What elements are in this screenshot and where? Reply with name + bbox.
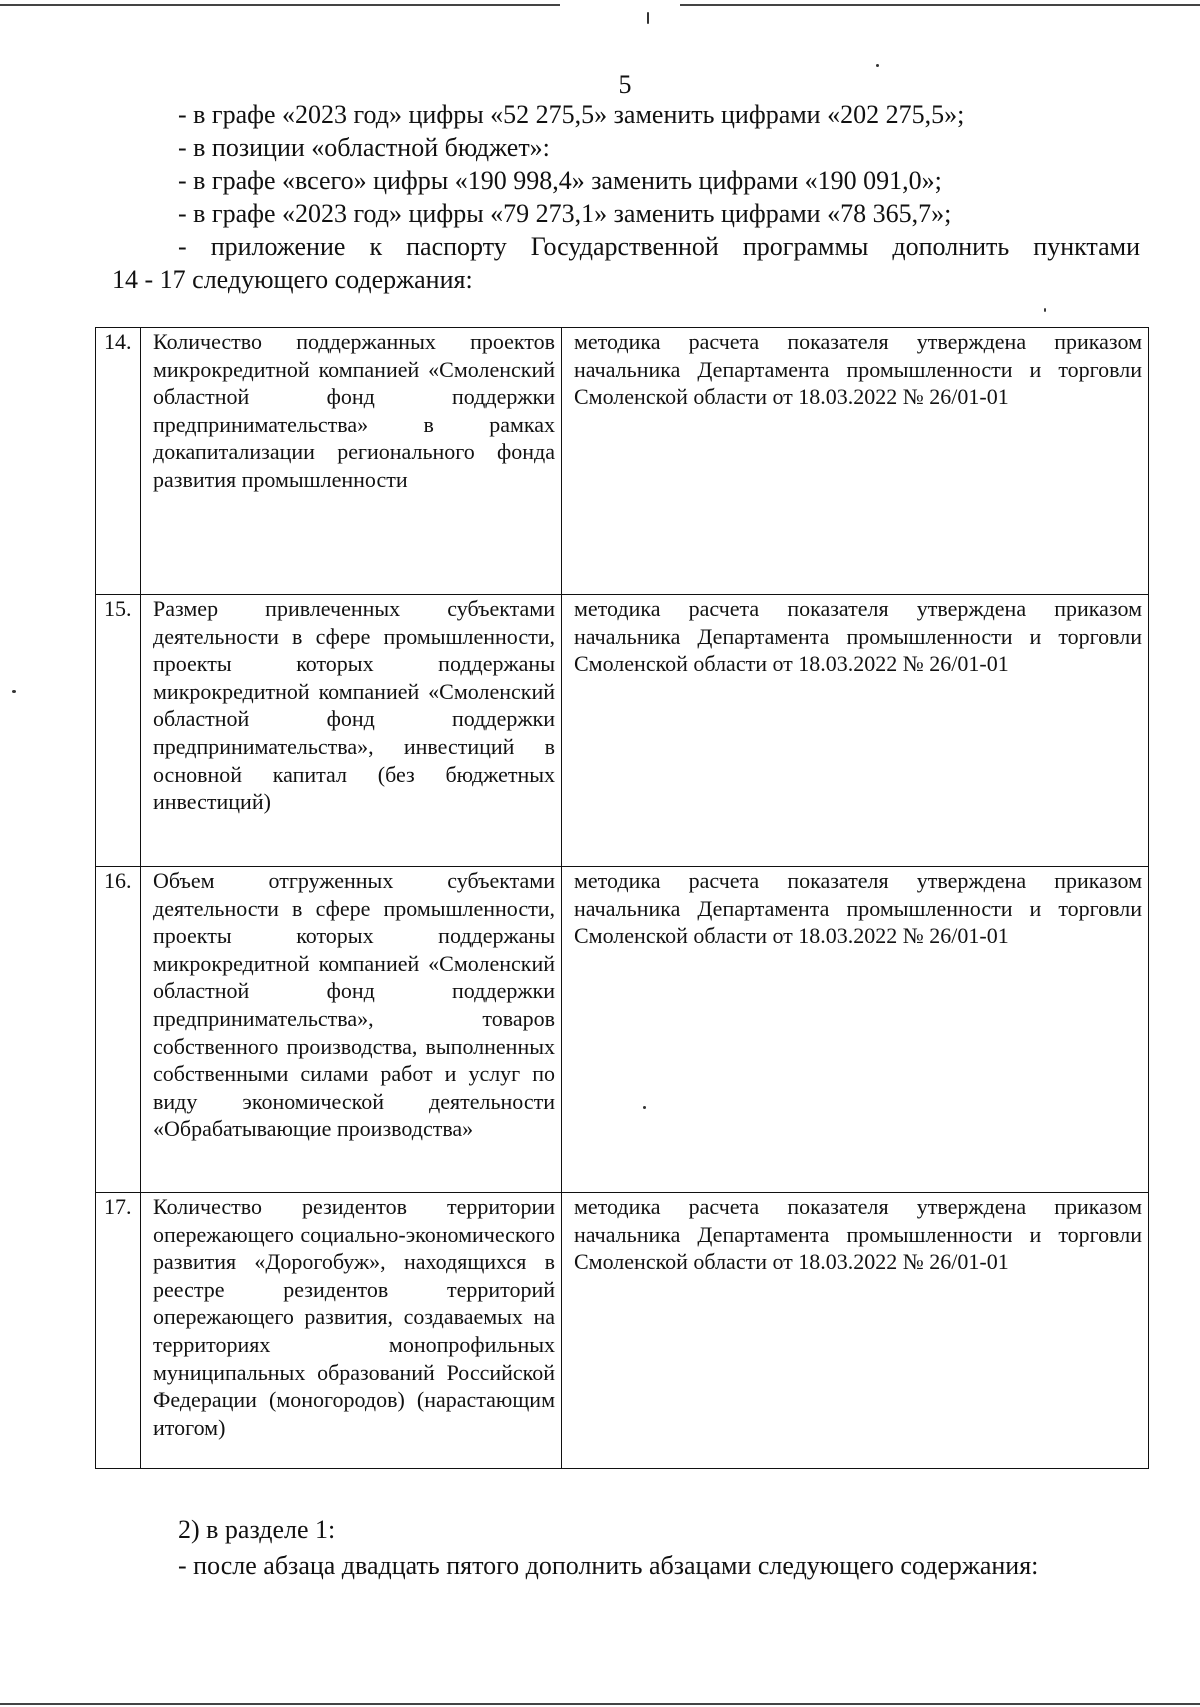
intro-line-6: 14 - 17 следующего содержания:	[112, 265, 473, 294]
row-number: 15.	[96, 595, 141, 867]
intro-paragraphs	[112, 98, 1140, 296]
outro-paragraphs	[112, 1512, 1140, 1584]
table-row	[96, 595, 1149, 867]
indicator-name: Количество поддержанных проектов микрокредитной компанией «Смоленский областной фонд поддержки предпринимательства» в рамках докапитализации регионального фонда развития промышленности	[141, 328, 562, 595]
indicator-name: Объем отгруженных субъектами деятельности в сфере промышленности, проекты которых поддержаны микрокредитной компанией «Смоленский областной фонд поддержки предпринимательства», товаров собственного производства, выполненных собственными силами работ и услуг по виду экономической деятельности «Обрабатывающие производства»	[141, 867, 562, 1193]
table-row	[96, 1193, 1149, 1469]
table-row	[96, 867, 1149, 1193]
scan-speck	[1044, 308, 1046, 312]
indicators-table	[95, 327, 1149, 1469]
methodology-text: методика расчета показателя утверждена приказом начальника Департамента промышленности и торговли Смоленской области от 18.03.2022 № 26/01-01	[562, 595, 1149, 867]
intro-line-5: - приложение к паспорту Государственной программы дополнить пунктами	[178, 232, 1140, 261]
scan-speck	[647, 12, 649, 24]
scan-speck	[12, 690, 16, 693]
scan-speck	[876, 64, 879, 67]
methodology-text: методика расчета показателя утверждена приказом начальника Департамента промышленности и торговли Смоленской области от 18.03.2022 № 26/01-01	[562, 1193, 1149, 1469]
top-scan-border-gap	[560, 0, 680, 10]
indicator-name: Количество резидентов территории опережающего социально-экономического развития «Дорогобуж», находящихся в реестре резидентов территорий опережающего развития, создаваемых на территориях монопрофильных муниципальных образований Российской Федерации (моногородов) (нарастающим итогом)	[141, 1193, 562, 1469]
row-number: 17.	[96, 1193, 141, 1469]
methodology-text: методика расчета показателя утверждена приказом начальника Департамента промышленности и торговли Смоленской области от 18.03.2022 № 26/01-01	[562, 328, 1149, 595]
intro-line-2: - в позиции «областной бюджет»:	[178, 133, 550, 162]
intro-line-3: - в графе «всего» цифры «190 998,4» заменить цифрами «190 091,0»;	[178, 166, 942, 195]
indicator-name: Размер привлеченных субъектами деятельности в сфере промышленности, проекты которых поддержаны микрокредитной компанией «Смоленский областной фонд поддержки предпринимательства», инвестиций в основной капитал (без бюджетных инвестиций)	[141, 595, 562, 867]
outro-line-1: 2) в разделе 1:	[178, 1515, 336, 1544]
page-number: 5	[618, 70, 632, 99]
methodology-text: методика расчета показателя утверждена приказом начальника Департамента промышленности и торговли Смоленской области от 18.03.2022 № 26/01-01	[562, 867, 1149, 1193]
scan-speck	[643, 1106, 646, 1109]
table-row	[96, 328, 1149, 595]
row-number: 16.	[96, 867, 141, 1193]
outro-line-2: - после абзаца двадцать пятого дополнить абзацами следующего содержания:	[178, 1551, 1039, 1580]
row-number: 14.	[96, 328, 141, 595]
bottom-scan-border	[0, 1703, 1200, 1705]
intro-line-4: - в графе «2023 год» цифры «79 273,1» заменить цифрами «78 365,7»;	[178, 199, 952, 228]
intro-line-1: - в графе «2023 год» цифры «52 275,5» заменить цифрами «202 275,5»;	[178, 100, 965, 129]
